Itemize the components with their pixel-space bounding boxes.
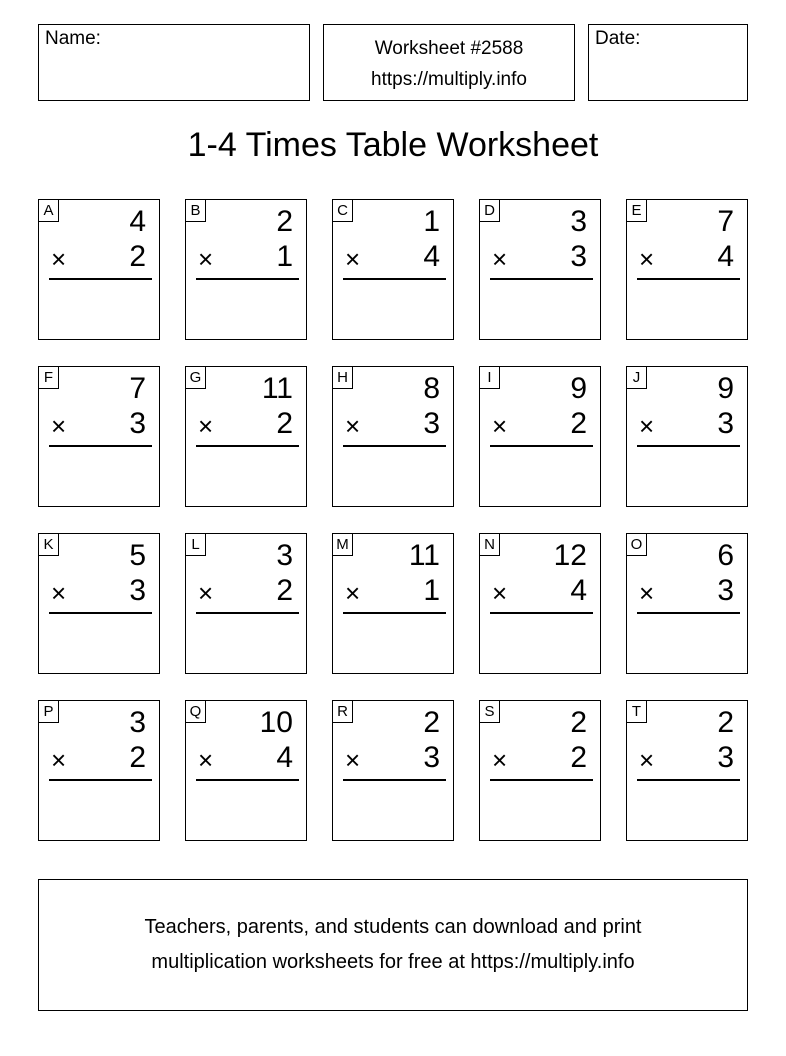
multiplier: 1: [423, 574, 440, 607]
multiplier: 3: [423, 741, 440, 774]
times-icon: ×: [639, 244, 655, 274]
problem-letter: C: [333, 200, 353, 222]
problem-card[interactable]: [479, 700, 601, 841]
multiplicand: 3: [570, 205, 587, 238]
problem-letter: L: [186, 534, 206, 556]
answer-line: [49, 278, 152, 280]
multiplicand: 5: [129, 539, 146, 572]
problem-card[interactable]: [38, 366, 160, 507]
times-icon: ×: [492, 745, 508, 775]
multiplier: 3: [717, 574, 734, 607]
problem-letter: I: [480, 367, 500, 389]
multiplicand: 11: [408, 539, 440, 572]
problem-letter: J: [627, 367, 647, 389]
answer-line: [196, 445, 299, 447]
multiplier: 3: [717, 741, 734, 774]
multiplicand: 1: [423, 205, 440, 238]
times-icon: ×: [198, 244, 214, 274]
multiplicand: 9: [717, 372, 734, 405]
name-box[interactable]: [38, 24, 310, 101]
times-icon: ×: [345, 745, 361, 775]
problem-card[interactable]: [479, 533, 601, 674]
multiplicand: 6: [717, 539, 734, 572]
multiplier: 3: [129, 407, 146, 440]
answer-line: [637, 779, 740, 781]
problem-card[interactable]: [626, 700, 748, 841]
answer-line: [637, 278, 740, 280]
multiplicand: 3: [129, 706, 146, 739]
problem-letter: P: [39, 701, 59, 723]
problem-card[interactable]: [185, 533, 307, 674]
times-icon: ×: [345, 244, 361, 274]
problem-card[interactable]: [38, 199, 160, 340]
problem-card[interactable]: [626, 533, 748, 674]
times-icon: ×: [51, 411, 67, 441]
date-label: Date:: [595, 28, 641, 49]
answer-line: [490, 278, 593, 280]
times-icon: ×: [492, 411, 508, 441]
problem-letter: T: [627, 701, 647, 723]
problem-letter: D: [480, 200, 500, 222]
multiplicand: 3: [276, 539, 293, 572]
footer-line-1: Teachers, parents, and students can download and print: [144, 916, 642, 938]
problem-card[interactable]: [332, 700, 454, 841]
multiplier: 4: [276, 741, 293, 774]
multiplicand: 2: [570, 706, 587, 739]
problem-letter: K: [39, 534, 59, 556]
page-title: 1-4 Times Table Worksheet: [187, 126, 599, 164]
multiplicand: 10: [259, 706, 293, 739]
problem-letter: R: [333, 701, 353, 723]
problem-card[interactable]: [38, 700, 160, 841]
times-icon: ×: [51, 244, 67, 274]
answer-line: [637, 445, 740, 447]
problem-letter: B: [186, 200, 206, 222]
problem-letter: G: [186, 367, 206, 389]
answer-line: [490, 445, 593, 447]
multiplicand: 7: [717, 205, 734, 238]
date-box[interactable]: [588, 24, 748, 101]
multiplicand: 11: [261, 372, 293, 405]
times-icon: ×: [639, 411, 655, 441]
problem-card[interactable]: [185, 199, 307, 340]
multiplier: 3: [570, 240, 587, 273]
problem-letter: M: [333, 534, 353, 556]
footer-box: [38, 879, 748, 1011]
problem-letter: Q: [186, 701, 206, 723]
times-icon: ×: [345, 411, 361, 441]
problem-letter: S: [480, 701, 500, 723]
problem-letter: A: [39, 200, 59, 222]
problem-card[interactable]: [479, 366, 601, 507]
multiplier: 1: [276, 240, 293, 273]
multiplier: 2: [129, 741, 146, 774]
answer-line: [343, 278, 446, 280]
multiplicand: 2: [717, 706, 734, 739]
answer-line: [196, 278, 299, 280]
problem-card[interactable]: [479, 199, 601, 340]
multiplicand: 8: [423, 372, 440, 405]
times-icon: ×: [51, 578, 67, 608]
answer-line: [343, 612, 446, 614]
answer-line: [490, 779, 593, 781]
name-label: Name:: [45, 28, 101, 49]
multiplier: 3: [129, 574, 146, 607]
problem-letter: O: [627, 534, 647, 556]
times-icon: ×: [198, 578, 214, 608]
answer-line: [343, 779, 446, 781]
multiplier: 4: [717, 240, 734, 273]
problem-letter: N: [480, 534, 500, 556]
problem-card[interactable]: [332, 199, 454, 340]
problem-card[interactable]: [332, 366, 454, 507]
times-icon: ×: [198, 411, 214, 441]
times-icon: ×: [345, 578, 361, 608]
multiplier: 2: [129, 240, 146, 273]
multiplicand: 9: [570, 372, 587, 405]
times-icon: ×: [51, 745, 67, 775]
answer-line: [637, 612, 740, 614]
worksheet-url: https://multiply.info: [371, 69, 527, 90]
problem-letter: E: [627, 200, 647, 222]
multiplier: 2: [570, 407, 587, 440]
problem-card[interactable]: [38, 533, 160, 674]
answer-line: [49, 612, 152, 614]
multiplier: 3: [423, 407, 440, 440]
multiplier: 2: [570, 741, 587, 774]
multiplier: 3: [717, 407, 734, 440]
problem-card[interactable]: [332, 533, 454, 674]
multiplier: 2: [276, 407, 293, 440]
multiplicand: 2: [276, 205, 293, 238]
multiplicand: 7: [129, 372, 146, 405]
problem-card[interactable]: [185, 700, 307, 841]
multiplier: 2: [276, 574, 293, 607]
times-icon: ×: [639, 745, 655, 775]
worksheet-number: Worksheet #2588: [374, 38, 524, 59]
footer-line-2: multiplication worksheets for free at https://multiply.info: [151, 951, 635, 973]
multiplicand: 12: [553, 539, 587, 572]
times-icon: ×: [492, 244, 508, 274]
problem-letter: F: [39, 367, 59, 389]
answer-line: [49, 779, 152, 781]
answer-line: [490, 612, 593, 614]
multiplier: 4: [423, 240, 440, 273]
problem-card[interactable]: [626, 199, 748, 340]
problem-letter: H: [333, 367, 353, 389]
answer-line: [49, 445, 152, 447]
answer-line: [196, 612, 299, 614]
problem-card[interactable]: [185, 366, 307, 507]
times-icon: ×: [639, 578, 655, 608]
worksheet-id-box: [323, 24, 575, 101]
answer-line: [343, 445, 446, 447]
multiplier: 4: [570, 574, 587, 607]
times-icon: ×: [492, 578, 508, 608]
multiplicand: 2: [423, 706, 440, 739]
answer-line: [196, 779, 299, 781]
multiplicand: 4: [129, 205, 146, 238]
problem-card[interactable]: [626, 366, 748, 507]
times-icon: ×: [198, 745, 214, 775]
